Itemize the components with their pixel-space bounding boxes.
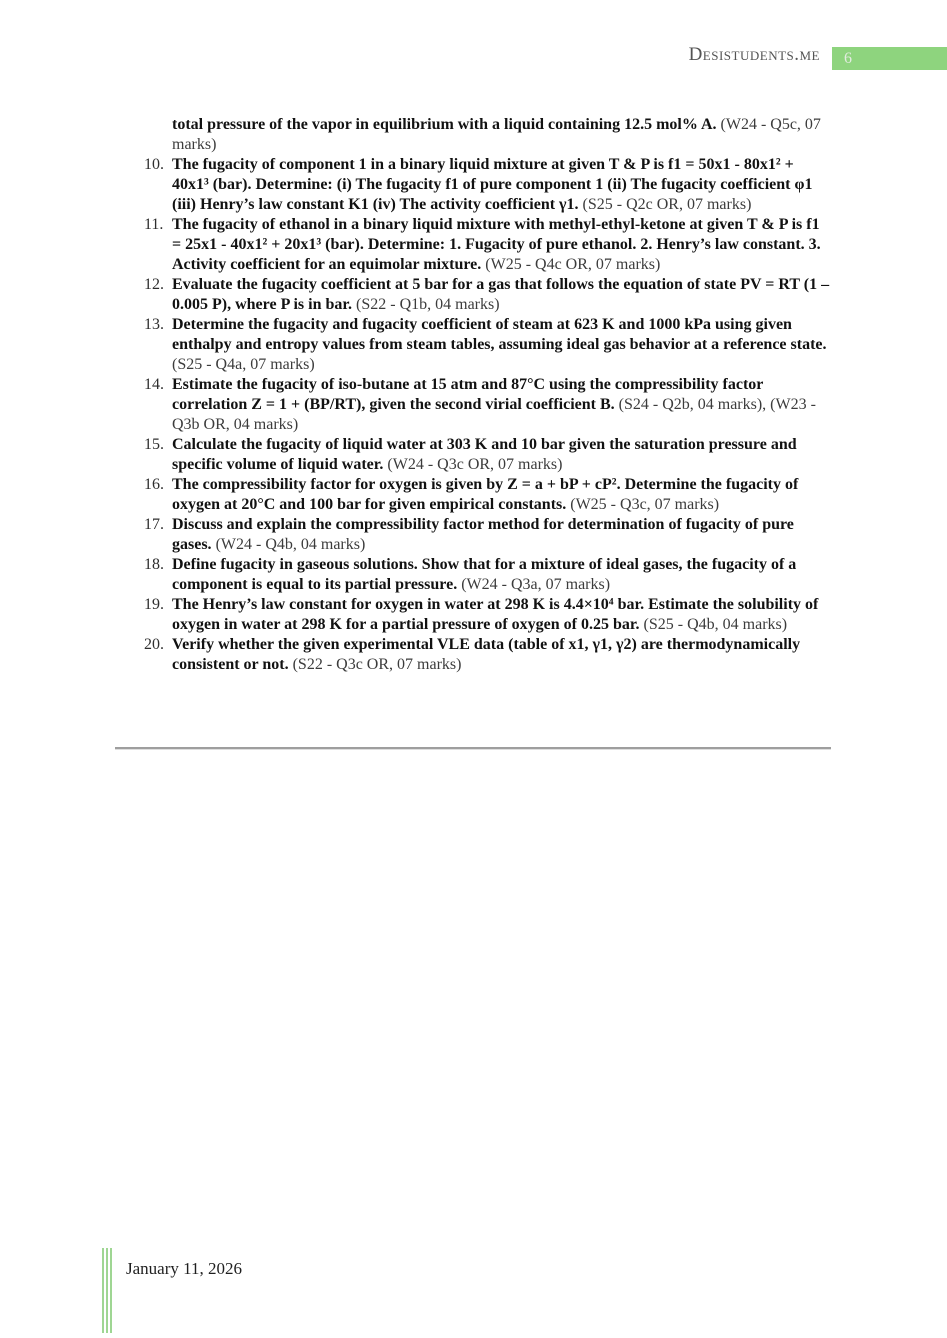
question-citation: (S25 - Q4b, 04 marks) xyxy=(643,616,788,633)
site-title: Desistudents.me xyxy=(688,44,820,65)
question-item-16 xyxy=(144,475,831,515)
question-number: 17. xyxy=(144,516,164,533)
footer-accent-lines-icon xyxy=(102,1248,114,1333)
question-citation: (W25 - Q3c, 07 marks) xyxy=(570,496,720,513)
question-citation: (W24 - Q4b, 04 marks) xyxy=(215,536,366,553)
question-body: The compressibility factor for oxygen is given by Z = a + bP + cP². Determine the fugacity of oxygen at 20°C and 100 bar for given empirical constants. xyxy=(172,476,799,513)
question-number: 16. xyxy=(144,476,164,493)
question-body: The fugacity of ethanol in a binary liquid mixture with methyl-ethyl-ketone at given T & P is f1 = 25x1 - 40x1² + 20x1³ (bar). Determine: 1. Fugacity of pure ethanol. 2. Henry’s law constant. 3. Activity coefficient for an equimolar mixture. xyxy=(172,216,821,273)
question-body: Verify whether the given experimental VLE data (table of x1, γ1, γ2) are thermodynamically consistent or not. xyxy=(172,636,801,673)
question-citation: (W24 - Q3a, 07 marks) xyxy=(461,576,611,593)
question-citation: (S25 - Q2c OR, 07 marks) xyxy=(582,196,752,213)
question-number xyxy=(144,115,172,155)
question-body: total pressure of the vapor in equilibrium with a liquid containing 12.5 mol% A. xyxy=(172,116,717,133)
question-item-20 xyxy=(144,635,831,675)
question-item-19 xyxy=(144,595,831,635)
question-body: Determine the fugacity and fugacity coefficient of steam at 623 K and 1000 kPa using given enthalpy and entropy values from steam tables, assuming ideal gas behavior at a reference state. xyxy=(172,316,827,353)
question-number: 13. xyxy=(144,316,164,333)
question-text xyxy=(172,215,831,275)
question-item-10 xyxy=(144,155,831,215)
question-item-continuation xyxy=(144,115,831,155)
question-text xyxy=(172,515,831,555)
question-body: The fugacity of component 1 in a binary liquid mixture at given T & P is f1 = 50x1 - 80x1² + 40x1³ (bar). Determine: (i) The fugacity f1 of pure component 1 (ii) The fugacity coefficient φ1 (iii) Henry’s law constant K1 (iv) The activity coefficient γ1. xyxy=(172,156,813,213)
question-text xyxy=(172,115,831,155)
question-text xyxy=(172,435,831,475)
question-number: 14. xyxy=(144,376,164,393)
question-text xyxy=(172,275,831,315)
question-number: 12. xyxy=(144,276,164,293)
question-body: Evaluate the fugacity coefficient at 5 bar for a gas that follows the equation of state PV = RT (1 – 0.005 P), where P is in bar. xyxy=(172,276,830,313)
question-text xyxy=(172,375,831,435)
question-citation: (S22 - Q3c OR, 07 marks) xyxy=(292,656,462,673)
question-item-11 xyxy=(144,215,831,275)
question-text xyxy=(172,475,831,515)
question-item-17 xyxy=(144,515,831,555)
question-item-18 xyxy=(144,555,831,595)
content-divider xyxy=(115,747,831,750)
question-citation: (W24 - Q3c OR, 07 marks) xyxy=(387,456,563,473)
question-body: Define fugacity in gaseous solutions. Show that for a mixture of ideal gases, the fugacity of a component is equal to its partial pressure. xyxy=(172,556,797,593)
question-number: 15. xyxy=(144,436,164,453)
question-text xyxy=(172,315,831,375)
question-item-13 xyxy=(144,315,831,375)
question-number: 10. xyxy=(144,156,164,173)
question-citation: (S22 - Q1b, 04 marks) xyxy=(356,296,500,313)
question-item-14 xyxy=(144,375,831,435)
question-citation: (W24 - Q5c, 07 marks) xyxy=(172,116,821,153)
question-text xyxy=(172,555,831,595)
question-body: Estimate the fugacity of iso-butane at 15 atm and 87°C using the compressibility factor correlation Z = 1 + (BP/RT), given the second virial coefficient B. xyxy=(172,376,764,413)
question-body: The Henry’s law constant for oxygen in water at 298 K is 4.4×10⁴ bar. Estimate the solubility of oxygen in water at 298 K for a partial pressure of oxygen of 0.25 bar. xyxy=(172,596,819,633)
page-number: 6 xyxy=(844,50,852,67)
page-number-badge xyxy=(832,47,947,70)
question-number: 18. xyxy=(144,556,164,573)
question-text xyxy=(172,635,831,675)
question-list xyxy=(144,115,831,675)
question-number: 20. xyxy=(144,636,164,653)
question-citation: (S25 - Q4a, 07 marks) xyxy=(172,356,315,373)
question-text xyxy=(172,595,831,635)
footer-date: January 11, 2026 xyxy=(126,1259,242,1278)
question-body: Calculate the fugacity of liquid water at 303 K and 10 bar given the saturation pressure and specific volume of liquid water. xyxy=(172,436,797,473)
question-item-12 xyxy=(144,275,831,315)
question-body: Discuss and explain the compressibility factor method for determination of fugacity of pure gases. xyxy=(172,516,794,553)
question-citation: (S24 - Q2b, 04 marks), (W23 - Q3b OR, 04 marks) xyxy=(172,396,816,433)
question-number: 19. xyxy=(144,596,164,613)
question-number: 11. xyxy=(144,216,164,233)
question-item-15 xyxy=(144,435,831,475)
question-text xyxy=(172,155,831,215)
question-citation: (W25 - Q4c OR, 07 marks) xyxy=(485,256,661,273)
